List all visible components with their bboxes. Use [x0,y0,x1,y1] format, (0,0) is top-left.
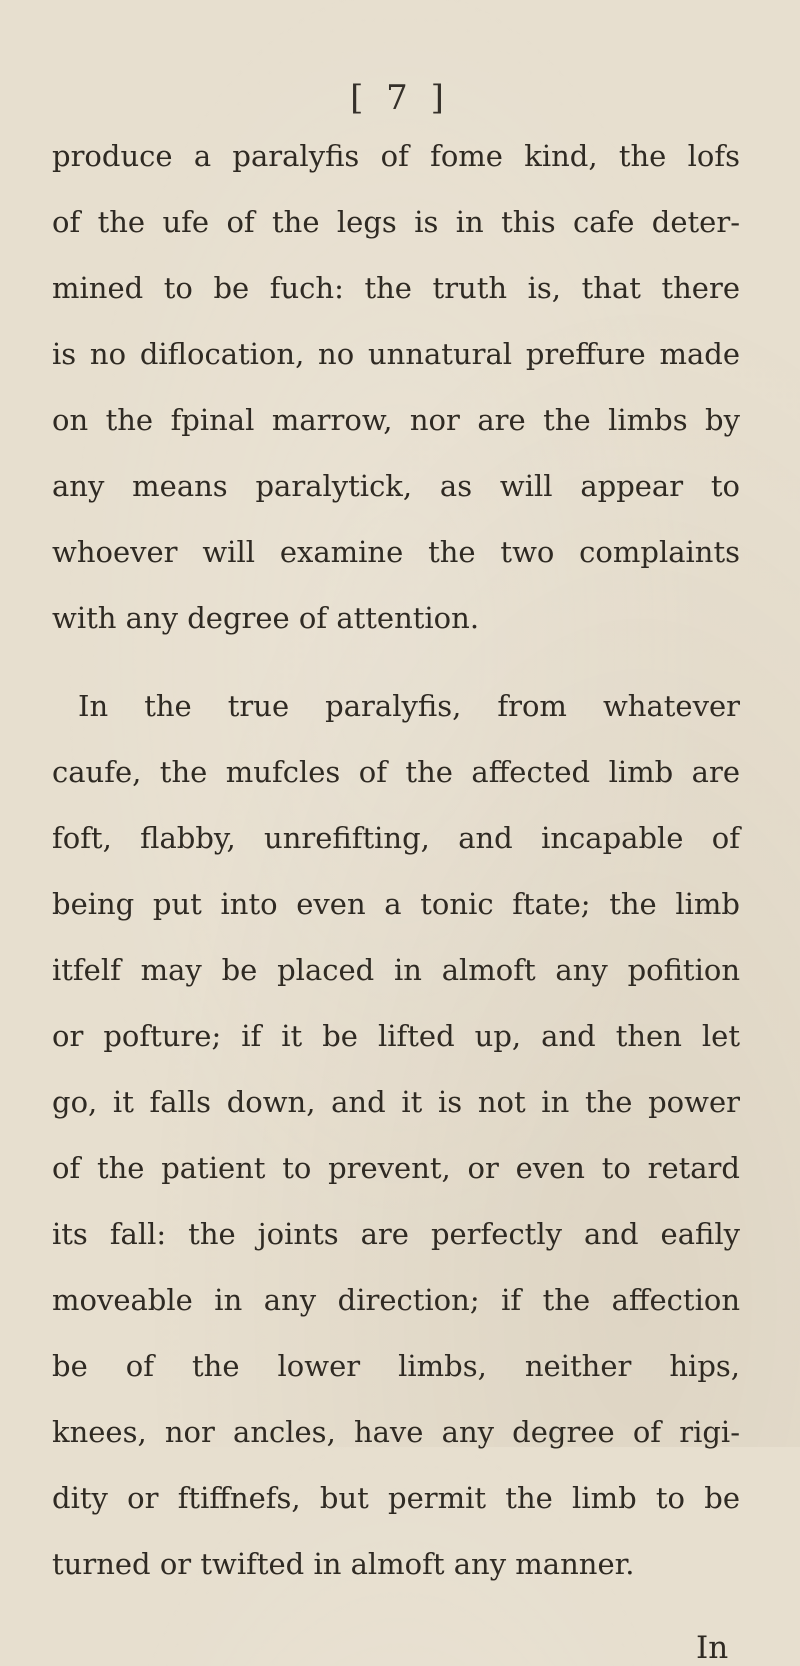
text-line: go, it falls down, and it is not in the power [52,1085,740,1119]
text-line: moveable in any direction; if the affection [52,1283,740,1317]
text-line: or pofture; if it be lifted up, and then let [52,1019,740,1053]
text-line: whoever will examine the two complaints [52,535,740,569]
catchword: In [696,1630,729,1666]
text-line: being put into even a tonic ftate; the limb [52,887,740,921]
text-line: be of the lower limbs, neither hips, [52,1349,740,1383]
text-line: caufe, the mufcles of the affected limb are [52,755,740,789]
text-line: foft, flabby, unrefifting, and incapable of [52,821,740,855]
text-line: itfelf may be placed in almoft any pofition [52,953,740,987]
text-line: dity or ftiffnefs, but permit the limb to be [52,1481,740,1515]
text-line: its fall: the joints are perfectly and eafily [52,1217,740,1251]
text-line: any means paralytick, as will appear to [52,469,740,503]
page-number: [ 7 ] [350,78,450,118]
text-line: on the fpinal marrow, nor are the limbs by [52,403,740,437]
text-line: of the ufe of the legs is in this cafe deter- [52,205,740,239]
text-line: produce a paralyfis of fome kind, the lofs [52,139,740,173]
text-line: is no diflocation, no unnatural preffure made [52,337,740,371]
text-line: with any degree of attention. [52,601,480,635]
text-line: In the true paralyfis, from whatever [78,689,740,723]
text-line: mined to be fuch: the truth is, that there [52,271,740,305]
text-line: knees, nor ancles, have any degree of rigi- [52,1415,740,1449]
text-line: of the patient to prevent, or even to retard [52,1151,740,1185]
text-line: turned or twifted in almoft any manner. [52,1547,635,1581]
